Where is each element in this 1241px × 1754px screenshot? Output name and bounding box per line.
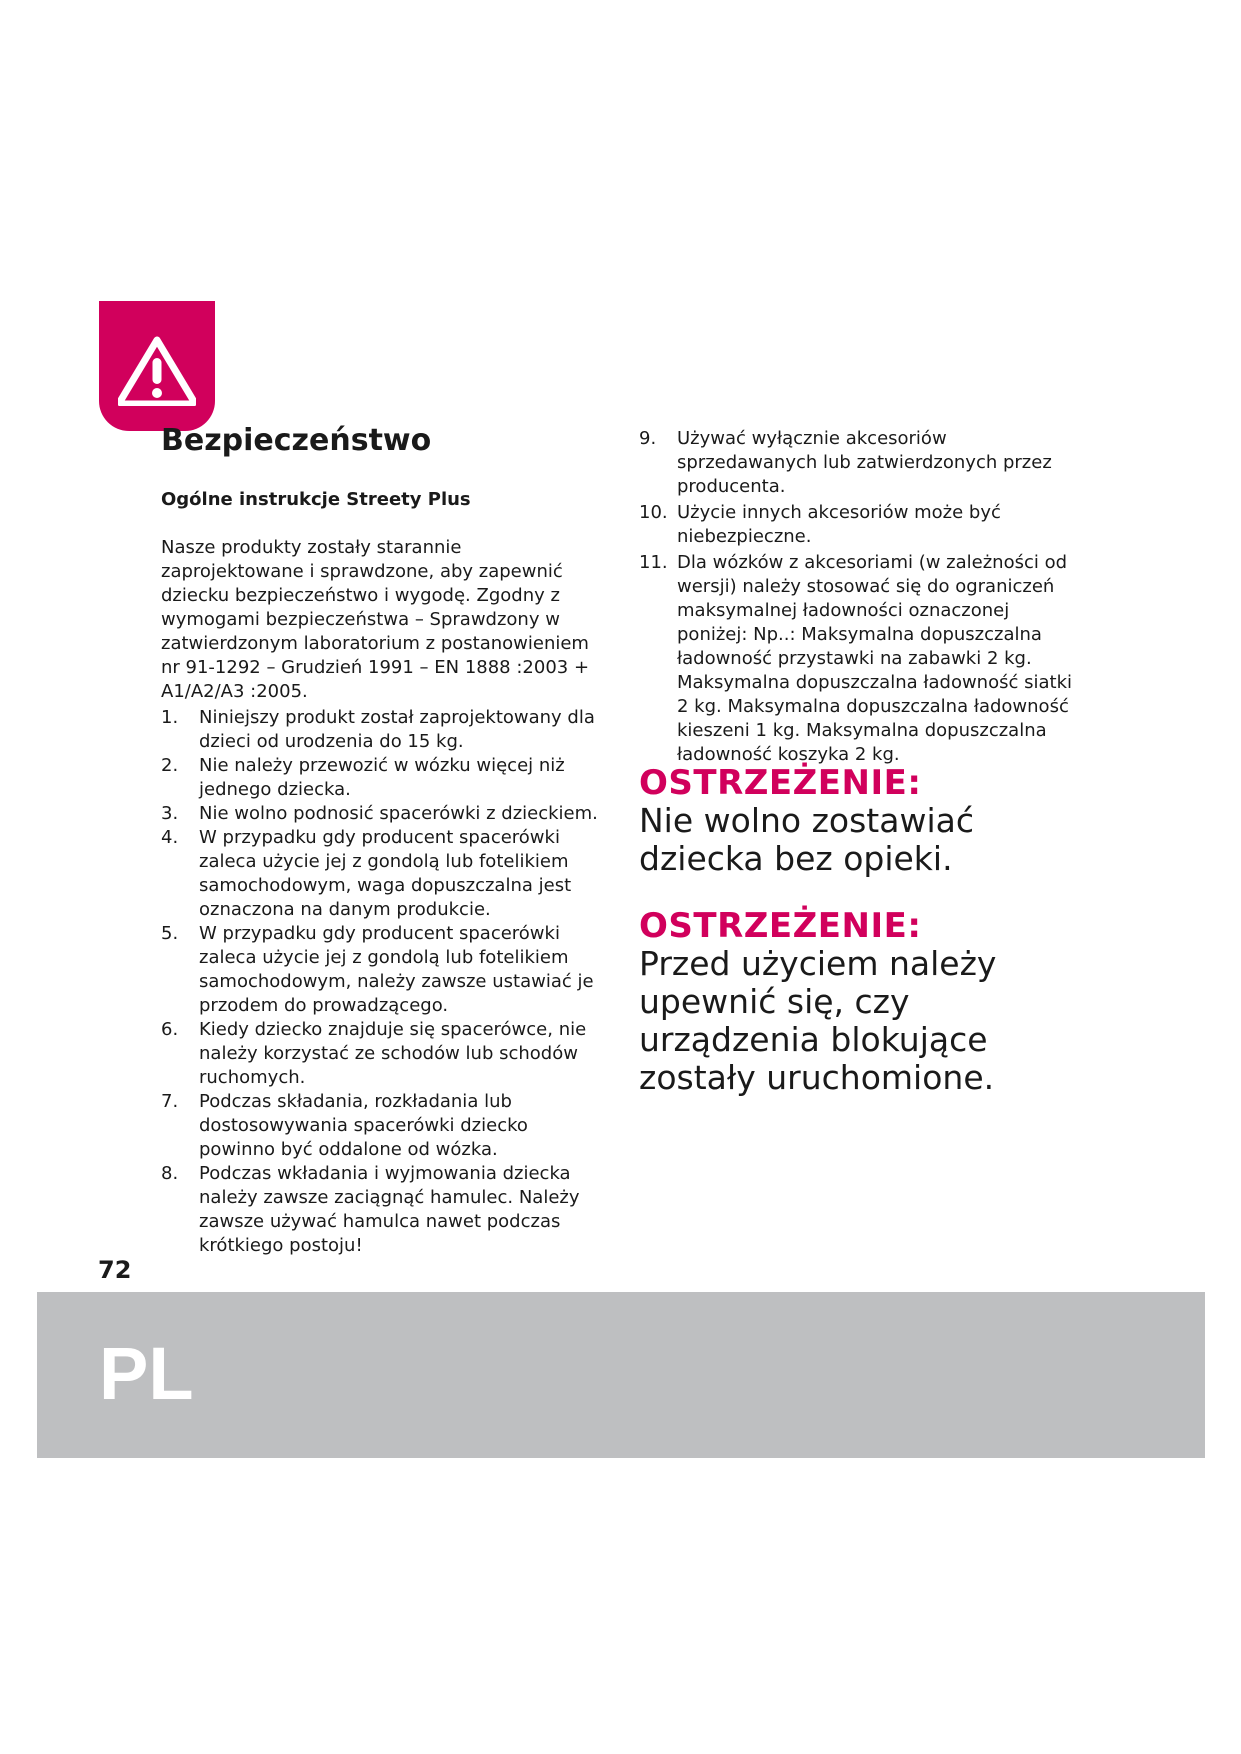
language-code: PL xyxy=(99,1332,194,1415)
item-text: Podczas wkładania i wyjmowania dziecka należy zawsze zaciągnąć hamulec. Należy zawsze używać hamulca nawet podczas krótkiego postoju! xyxy=(199,1163,580,1256)
warning-triangle-icon xyxy=(118,336,196,406)
list-item xyxy=(161,1018,601,1090)
warning-text: Przed użyciem należy upewnić się, czy urządzenia blokujące zostały uruchomione. xyxy=(639,944,997,1097)
warning-tab xyxy=(99,301,215,431)
list-item xyxy=(161,1162,601,1258)
instructions-list-left xyxy=(161,706,601,1258)
item-number: 3. xyxy=(161,803,179,824)
item-text: W przypadku gdy producent spacerówki zaleca użycie jej z gondolą lub fotelikiem samochodowym, waga dopuszczalna jest oznaczona na danym produkcie. xyxy=(199,827,572,920)
item-number: 2. xyxy=(161,755,179,776)
item-number: 10. xyxy=(639,502,668,523)
item-text: Niniejszy produkt został zaprojektowany dla dzieci od urodzenia do 15 kg. xyxy=(199,707,595,752)
warning-block xyxy=(639,764,1059,878)
item-text: Używać wyłącznie akcesoriów sprzedawanych lub zatwierdzonych przez producenta. xyxy=(677,428,1052,497)
item-number: 8. xyxy=(161,1163,179,1184)
instructions-list-right xyxy=(639,427,1079,769)
item-number: 11. xyxy=(639,552,668,573)
warning-label: OSTRZEŻENIE: xyxy=(639,906,922,946)
section-subtitle: Ogólne instrukcje Streety Plus xyxy=(161,489,471,510)
item-text: Nie wolno podnosić spacerówki z dzieckiem. xyxy=(199,803,598,824)
list-item xyxy=(639,551,1079,767)
intro-paragraph: Nasze produkty zostały starannie zaprojektowane i sprawdzone, aby zapewnić dziecku bezpieczeństwo i wygodę. Zgodny z wymogami bezpieczeństwa – Sprawdzony w zatwierdzonym laboratorium z postanowieniem nr 91-1292 – Grudzień 1991 – EN 1888 :2003 + A1/A2/A3 :2005. xyxy=(161,537,590,702)
item-text: Podczas składania, rozkładania lub dostosowywania spacerówki dziecko powinno być oddalone od wózka. xyxy=(199,1091,528,1160)
item-text: W przypadku gdy producent spacerówki zaleca użycie jej z gondolą lub fotelikiem samochodowym, należy zawsze ustawiać je przodem do prowadzącego. xyxy=(199,923,594,1016)
warning-text: Nie wolno zostawiać dziecka bez opieki. xyxy=(639,801,974,878)
item-number: 5. xyxy=(161,923,179,944)
item-number: 6. xyxy=(161,1019,179,1040)
item-text: Nie należy przewozić w wózku więcej niż jednego dziecka. xyxy=(199,755,565,800)
item-text: Dla wózków z akcesoriami (w zależności od wersji) należy stosować się do ograniczeń maksymalnej ładowności oznaczonej poniżej: Np..: Maksymalna dopuszczalna ładowność przystawki na zabawki 2 kg. Maksymalna dopuszczalna ładowność siatki 2 kg. Maksymalna dopuszczalna ładowność kieszeni 1 kg. Maksymalna dopuszczalna ładowność koszyka 2 kg. xyxy=(677,552,1072,765)
item-number: 1. xyxy=(161,707,179,728)
warning-label: OSTRZEŻENIE: xyxy=(639,763,922,803)
list-item xyxy=(639,501,1079,549)
list-item xyxy=(161,706,601,754)
item-text: Użycie innych akcesoriów może być niebezpieczne. xyxy=(677,502,1001,547)
item-number: 7. xyxy=(161,1091,179,1112)
item-text: Kiedy dziecko znajduje się spacerówce, nie należy korzystać ze schodów lub schodów ruchomych. xyxy=(199,1019,587,1088)
list-item xyxy=(161,802,601,826)
list-item xyxy=(161,922,601,1018)
warning-block xyxy=(639,907,1059,1097)
item-number: 9. xyxy=(639,428,657,449)
item-number: 4. xyxy=(161,827,179,848)
list-item xyxy=(639,427,1079,499)
list-item xyxy=(161,754,601,802)
list-item xyxy=(161,1090,601,1162)
list-item xyxy=(161,826,601,922)
page-number: 72 xyxy=(98,1256,132,1284)
language-band xyxy=(37,1292,1205,1458)
page-title: Bezpieczeństwo xyxy=(161,423,432,458)
